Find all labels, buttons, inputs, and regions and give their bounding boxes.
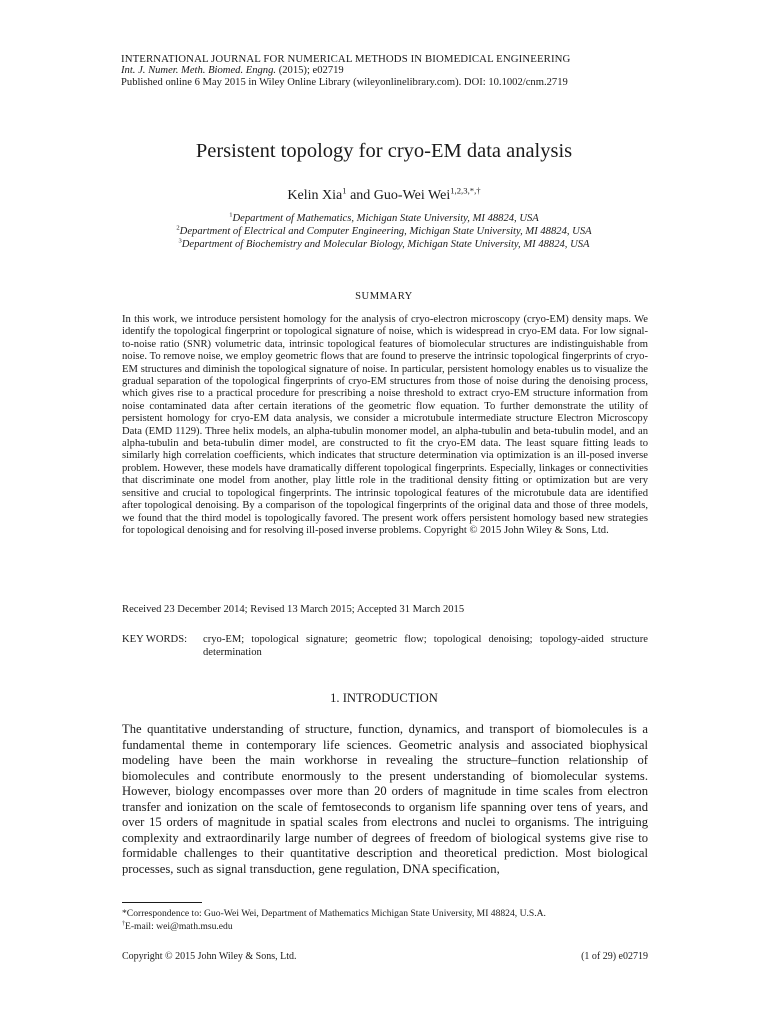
published-line: Published online 6 May 2015 in Wiley Online Library (wileyonlinelibrary.com). DOI: 10.1002/cnm.2719	[121, 77, 568, 88]
footnote-divider	[122, 902, 202, 903]
citation-abbrev: Int. J. Numer. Meth. Biomed. Engng.	[121, 65, 277, 76]
journal-name: INTERNATIONAL JOURNAL FOR NUMERICAL METHODS IN BIOMEDICAL ENGINEERING	[121, 53, 571, 65]
footnotes	[122, 907, 648, 933]
keywords-text: cryo-EM; topological signature; geometric flow; topological denoising; topology-aided structure determination	[203, 634, 648, 658]
page-number: (1 of 29) e02719	[581, 951, 648, 962]
affiliation	[0, 238, 768, 251]
author-affiliation-mark: 1,2,3,*,†	[450, 185, 481, 196]
citation-rest: (2015); e02719	[276, 65, 344, 76]
author-conjunction: and	[346, 188, 374, 203]
author-list	[0, 187, 768, 205]
email-note	[122, 920, 648, 933]
author-name: Kelin Xia	[287, 188, 343, 203]
affiliation-list	[0, 212, 768, 252]
affiliation-text: Department of Electrical and Computer Engineering, Michigan State University, MI 48824, USA	[179, 226, 592, 238]
email-text: E-mail: wei@math.msu.edu	[124, 921, 233, 932]
section-heading-introduction: 1. INTRODUCTION	[330, 691, 438, 705]
received-dates: Received 23 December 2014; Revised 13 March 2015; Accepted 31 March 2015	[122, 604, 465, 615]
affiliation-mark: 3	[178, 237, 182, 245]
author-name: Guo-Wei Wei	[373, 188, 451, 203]
author-affiliation-mark: 1	[342, 185, 347, 196]
affiliation-mark: 1	[229, 211, 233, 219]
email-mark: †	[122, 920, 125, 927]
summary-heading: SUMMARY	[355, 291, 413, 302]
affiliation	[0, 212, 768, 225]
summary-text: In this work, we introduce persistent homology for the analysis of cryo-electron microscopy (cryo-EM) density maps. We identify the topological fingerprint or topological signature of noise, which is widespread in cryo-EM data. For low signal-to-noise ratio (SNR) volumetric data, intrinsic topological features of biomolecular structures are indistinguishable from noise. To remove noise, we employ geometric flows that are found to preserve the intrinsic topological fingerprints of cryo-EM structures and diminish the topological signature of noise. In particular, persistent homology enables us to visualize the gradual separation of the topological fingerprints of cryo-EM structures from those of noise during the denoising process, which gives rise to a practical procedure for prescribing a noise threshold to extract cryo-EM structure information from noise contaminated data after certain iterations of the geometric flow equation. To further demonstrate the utility of persistent homology for cryo-EM data analysis, we consider a microtubule intermediate structure Electron Microscopy Data (EMD 1129). Three helix models, an alpha-tubulin monomer model, an alpha-tubulin and beta-tubulin model, and an alpha-tubulin and beta-tubulin dimer model, are constructed to fit the cryo-EM data. The least square fitting leads to similarly high correlation coefficients, which indicates that structure determination via optimization is an ill-posed inverse problem. However, these models have dramatically different topological fingerprints. Especially, linkages or connectivities that discriminate one model from another, play little role in the traditional density fitting or optimization but are very sensitive and crucial to topological fingerprints. The intrinsic topological features of the microtubule data are identified after topological denoising. By a comparison of the topological fingerprints of the original data and those of three models, we found that the third model is topologically favored. The present work offers persistent homology based new strategies for topological denoising and for resolving ill-posed inverse problems. Copyright © 2015 John Wiley & Sons, Ltd.	[122, 314, 648, 536]
affiliation-text: Department of Mathematics, Michigan State University, MI 48824, USA	[232, 213, 539, 224]
citation-line	[121, 65, 681, 77]
paper-title: Persistent topology for cryo-EM data analysis	[195, 140, 573, 162]
introduction-paragraph: The quantitative understanding of structure, function, dynamics, and transport of biomolecules is a fundamental theme in contemporary life sciences. Geometric analysis and associated biophysical modeling have been the main workhorse in revealing the structure–function relationship of biomolecules and contribute enormously to the present understanding of biomolecular systems. However, biology encompasses over more than 20 orders of magnitude in time scales from electron transfer and ionization on the scale of femtoseconds to organism life spanning over tens of years, and over 15 orders of magnitude in spatial scales from electrons and nuclei to organisms. The intriguing complexity and extraordinarily large number of degrees of freedom of biological systems give rise to formidable challenges to their quantitative description and theoretical prediction. Most biological processes, such as signal transduction, gene regulation, DNA specification,	[122, 722, 648, 876]
affiliation	[0, 225, 768, 238]
correspondence-note: *Correspondence to: Guo-Wei Wei, Department of Mathematics Michigan State University, MI 48824, U.S.A.	[122, 908, 546, 919]
affiliation-text: Department of Biochemistry and Molecular Biology, Michigan State University, MI 48824, USA	[181, 239, 590, 251]
journal-header	[121, 53, 681, 89]
keywords	[122, 633, 648, 659]
footer-copyright: Copyright © 2015 John Wiley & Sons, Ltd.	[122, 951, 297, 962]
affiliation-mark: 2	[176, 224, 180, 232]
keywords-label: KEY WORDS:	[122, 634, 188, 645]
